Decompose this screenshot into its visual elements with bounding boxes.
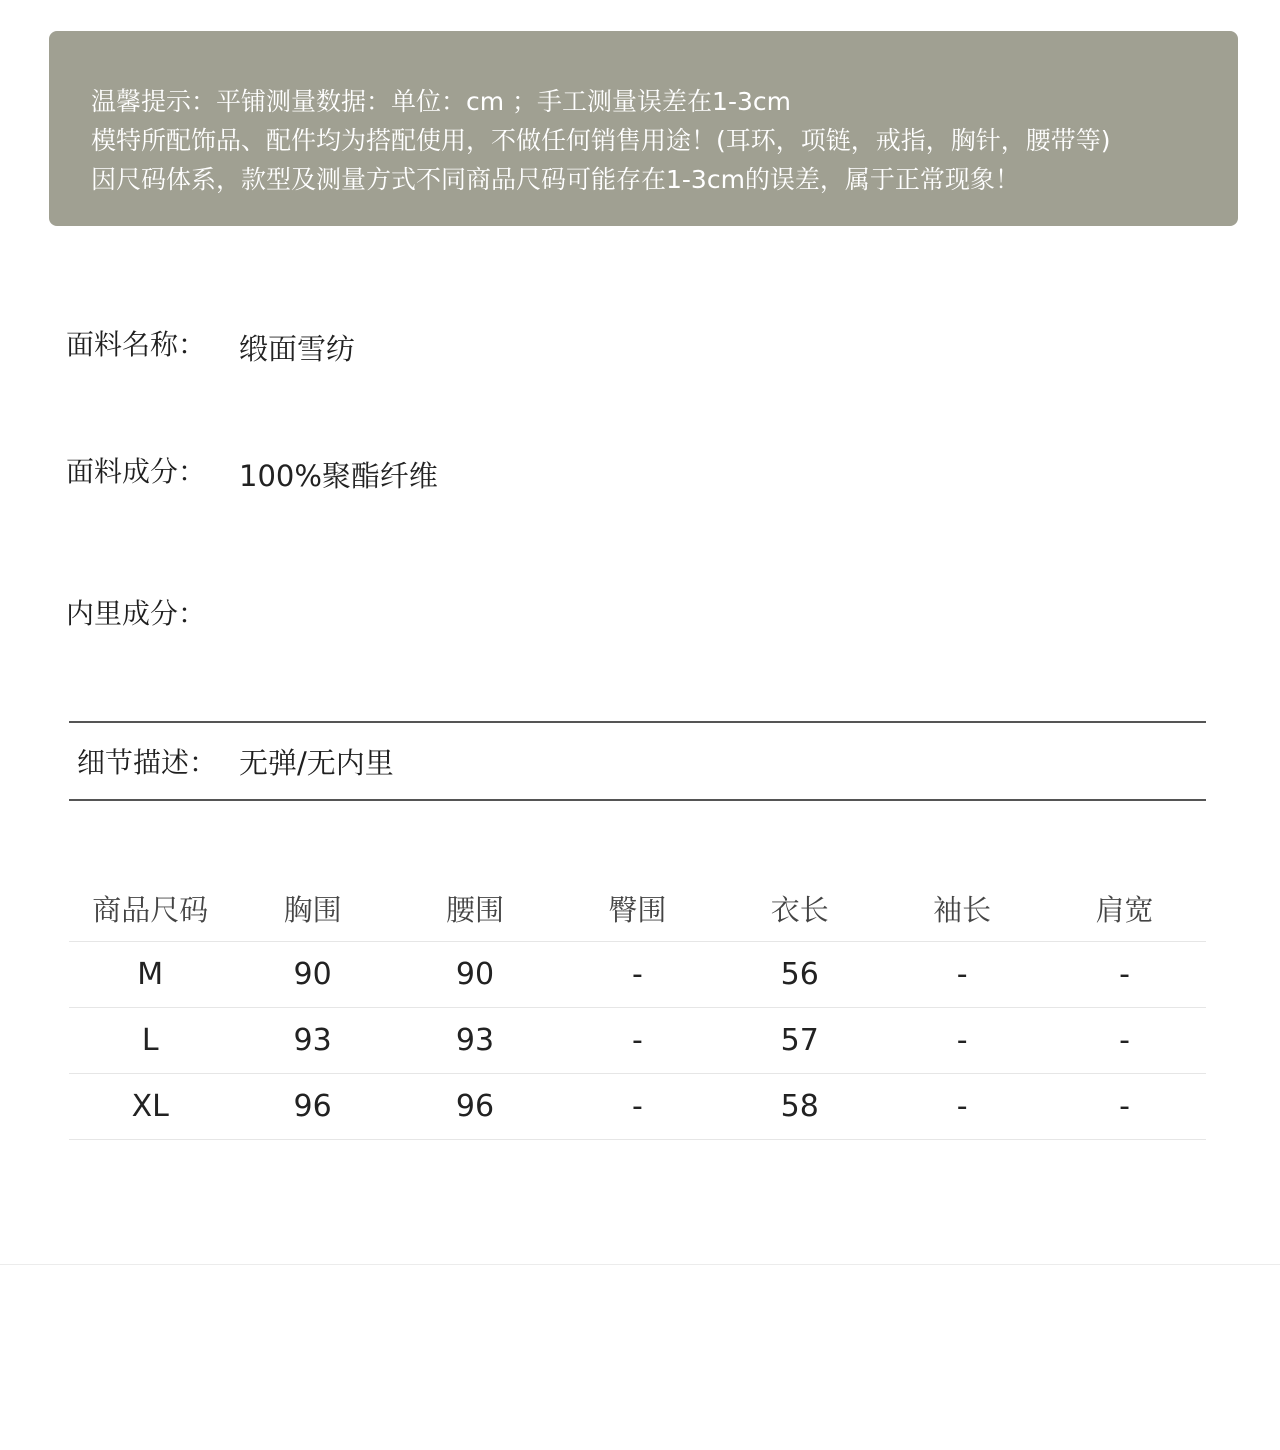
header-shoulder: 肩宽 [1095, 893, 1154, 927]
fabric-composition-label: 面料成分： [66, 455, 207, 488]
length-cell: 58 [780, 1089, 819, 1124]
shoulder-cell: - [1119, 957, 1130, 992]
size-cell: XL [131, 1089, 169, 1124]
lining-composition-label: 内里成分： [66, 597, 207, 630]
fabric-name-value: 缎面雪纺 [239, 331, 356, 366]
hip-cell: - [631, 1089, 643, 1124]
fabric-composition-row [66, 450, 438, 493]
header-chest: 胸围 [283, 893, 342, 927]
size-cell: L [141, 1023, 159, 1058]
detail-label: 细节描述： [77, 746, 218, 779]
fabric-name-label: 面料名称： [66, 328, 207, 361]
fabric-composition-value: 100%聚酯纤维 [239, 458, 438, 493]
size-table-header [69, 876, 1206, 942]
size-table [69, 876, 1206, 1140]
length-cell: 56 [780, 957, 819, 992]
table-row [69, 1008, 1206, 1074]
hip-cell: - [631, 957, 643, 992]
detail-description [69, 721, 1206, 801]
detail-value: 无弹/无内里 [239, 745, 394, 780]
waist-cell: 93 [455, 1023, 495, 1058]
header-waist: 腰围 [445, 893, 504, 927]
table-row [69, 942, 1206, 1008]
size-cell: M [137, 957, 164, 992]
header-size: 商品尺码 [92, 893, 209, 927]
notice-line: 因尺码体系，款型及测量方式不同商品尺码可能存在1-3cm的误差，属于正常现象！ [91, 165, 1020, 194]
page-divider [0, 1264, 1280, 1265]
header-hip: 臀围 [608, 893, 667, 927]
notice-banner [49, 31, 1238, 226]
notice-line: 温馨提示：平铺测量数据：单位：cm ；手工测量误差在1-3cm [91, 87, 791, 116]
length-cell: 57 [780, 1023, 819, 1058]
shoulder-cell: - [1119, 1089, 1130, 1124]
sleeve-cell: - [956, 1023, 968, 1058]
sleeve-cell: - [956, 957, 968, 992]
waist-cell: 96 [455, 1089, 495, 1124]
shoulder-cell: - [1119, 1023, 1130, 1058]
waist-cell: 90 [455, 957, 495, 992]
chest-cell: 90 [293, 957, 332, 992]
notice-line: 模特所配饰品、配件均为搭配使用，不做任何销售用途！(耳环，项链，戒指，胸针，腰带等) [91, 126, 1111, 155]
table-row [69, 1074, 1206, 1140]
header-length: 衣长 [770, 893, 829, 927]
fabric-name-row [66, 323, 356, 366]
sleeve-cell: - [956, 1089, 968, 1124]
hip-cell: - [631, 1023, 643, 1058]
chest-cell: 93 [293, 1023, 332, 1058]
header-sleeve: 袖长 [933, 893, 992, 927]
chest-cell: 96 [293, 1089, 332, 1124]
lining-composition-row [66, 592, 239, 632]
